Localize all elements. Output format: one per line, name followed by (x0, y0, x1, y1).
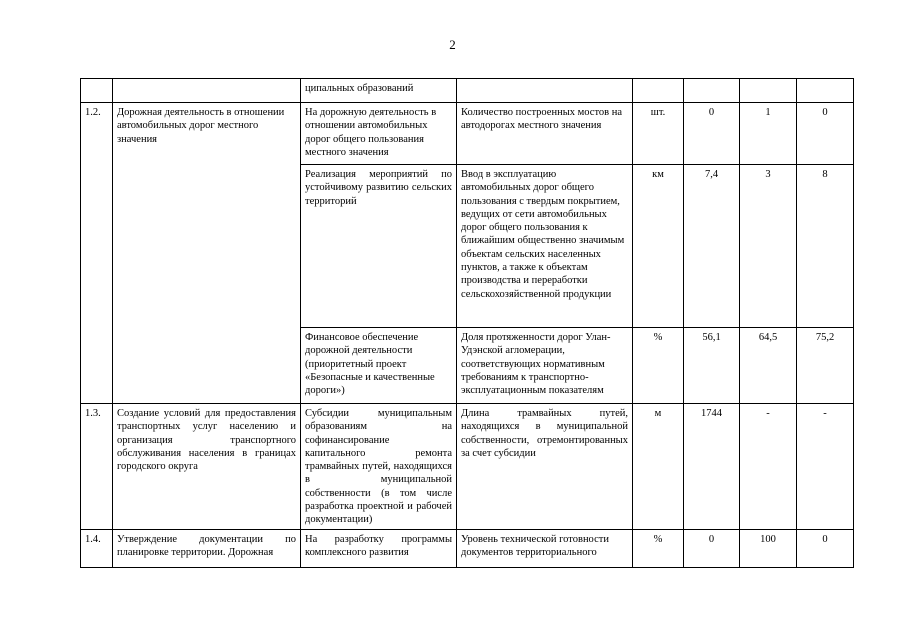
measure-cell: Финансовое обеспечение дорожной деятельности (приоритетный проект «Безопасные и качественные дороги») (301, 328, 457, 404)
page-number: 2 (449, 37, 456, 52)
continued-measure-cell: ципальных образований (301, 79, 457, 103)
task-cell: Дорожная деятельность в отношении автомобильных дорог местного значения (113, 103, 301, 404)
value-cell: 8 (797, 165, 854, 328)
value-cell: 100 (740, 529, 797, 567)
value-cell: 7,4 (684, 165, 740, 328)
row-number: 1.4. (81, 529, 113, 567)
value-cell: 1 (740, 103, 797, 165)
unit-cell: м (633, 404, 684, 530)
table-cell (684, 79, 740, 103)
unit-cell: шт. (633, 103, 684, 165)
measure-cell: Реализация мероприятий по устойчивому развитию сельских территорий (301, 165, 457, 328)
value-cell: 0 (797, 529, 854, 567)
indicator-cell: Ввод в эксплуатацию автомобильных дорог общего пользования с твердым покрытием, ведущих от сети автомобильных дорог общего пользования к ближайшим общественно значимым объектам сельских населенных пунктов, а также к объектам производства и переработки сельскохозяйственной продукции (457, 165, 633, 328)
unit-cell: км (633, 165, 684, 328)
value-cell: 3 (740, 165, 797, 328)
table-row (81, 404, 854, 530)
unit-cell: % (633, 529, 684, 567)
table-cell (740, 79, 797, 103)
value-cell: - (740, 404, 797, 530)
table-cell (81, 79, 113, 103)
indicator-cell: Количество построенных мостов на автодорогах местного значения (457, 103, 633, 165)
indicator-cell: Длина трамвайных путей, находящихся в муниципальной собственности, отремонтированных за счет субсидии (457, 404, 633, 530)
value-cell: 75,2 (797, 328, 854, 404)
indicator-cell: Уровень технической готовности документов территориального (457, 529, 633, 567)
unit-cell: % (633, 328, 684, 404)
measure-cell: На дорожную деятельность в отношении автомобильных дорог общего пользования местного значения (301, 103, 457, 165)
table-row (81, 103, 854, 165)
value-cell: 64,5 (740, 328, 797, 404)
table-cell (797, 79, 854, 103)
table-row (81, 529, 854, 567)
value-cell: - (797, 404, 854, 530)
task-cell: Создание условий для предоставления транспортных услуг населению и организация транспортного обслуживания населения в границах городского округа (113, 404, 301, 530)
table-cell (457, 79, 633, 103)
row-number: 1.3. (81, 404, 113, 530)
task-cell: Утверждение документации по планировке территории. Дорожная (113, 529, 301, 567)
measure-cell: На разработку программы комплексного развития (301, 529, 457, 567)
row-number: 1.2. (81, 103, 113, 404)
value-cell: 56,1 (684, 328, 740, 404)
table-row-continued (81, 79, 854, 103)
value-cell: 1744 (684, 404, 740, 530)
value-cell: 0 (797, 103, 854, 165)
measure-cell: Субсидии муниципальным образованиям на софинансирование капитального ремонта трамвайных путей, находящихся в муниципальной собственности (в том числе разработка проектной и рабочей документации) (301, 404, 457, 530)
table-cell (633, 79, 684, 103)
value-cell: 0 (684, 529, 740, 567)
table-cell (113, 79, 301, 103)
value-cell: 0 (684, 103, 740, 165)
indicator-cell: Доля протяженности дорог Улан-Удэнской агломерации, соответствующих нормативным требованиям к транспортно-эксплуатационным показателям (457, 328, 633, 404)
program-indicators-table (80, 78, 854, 568)
